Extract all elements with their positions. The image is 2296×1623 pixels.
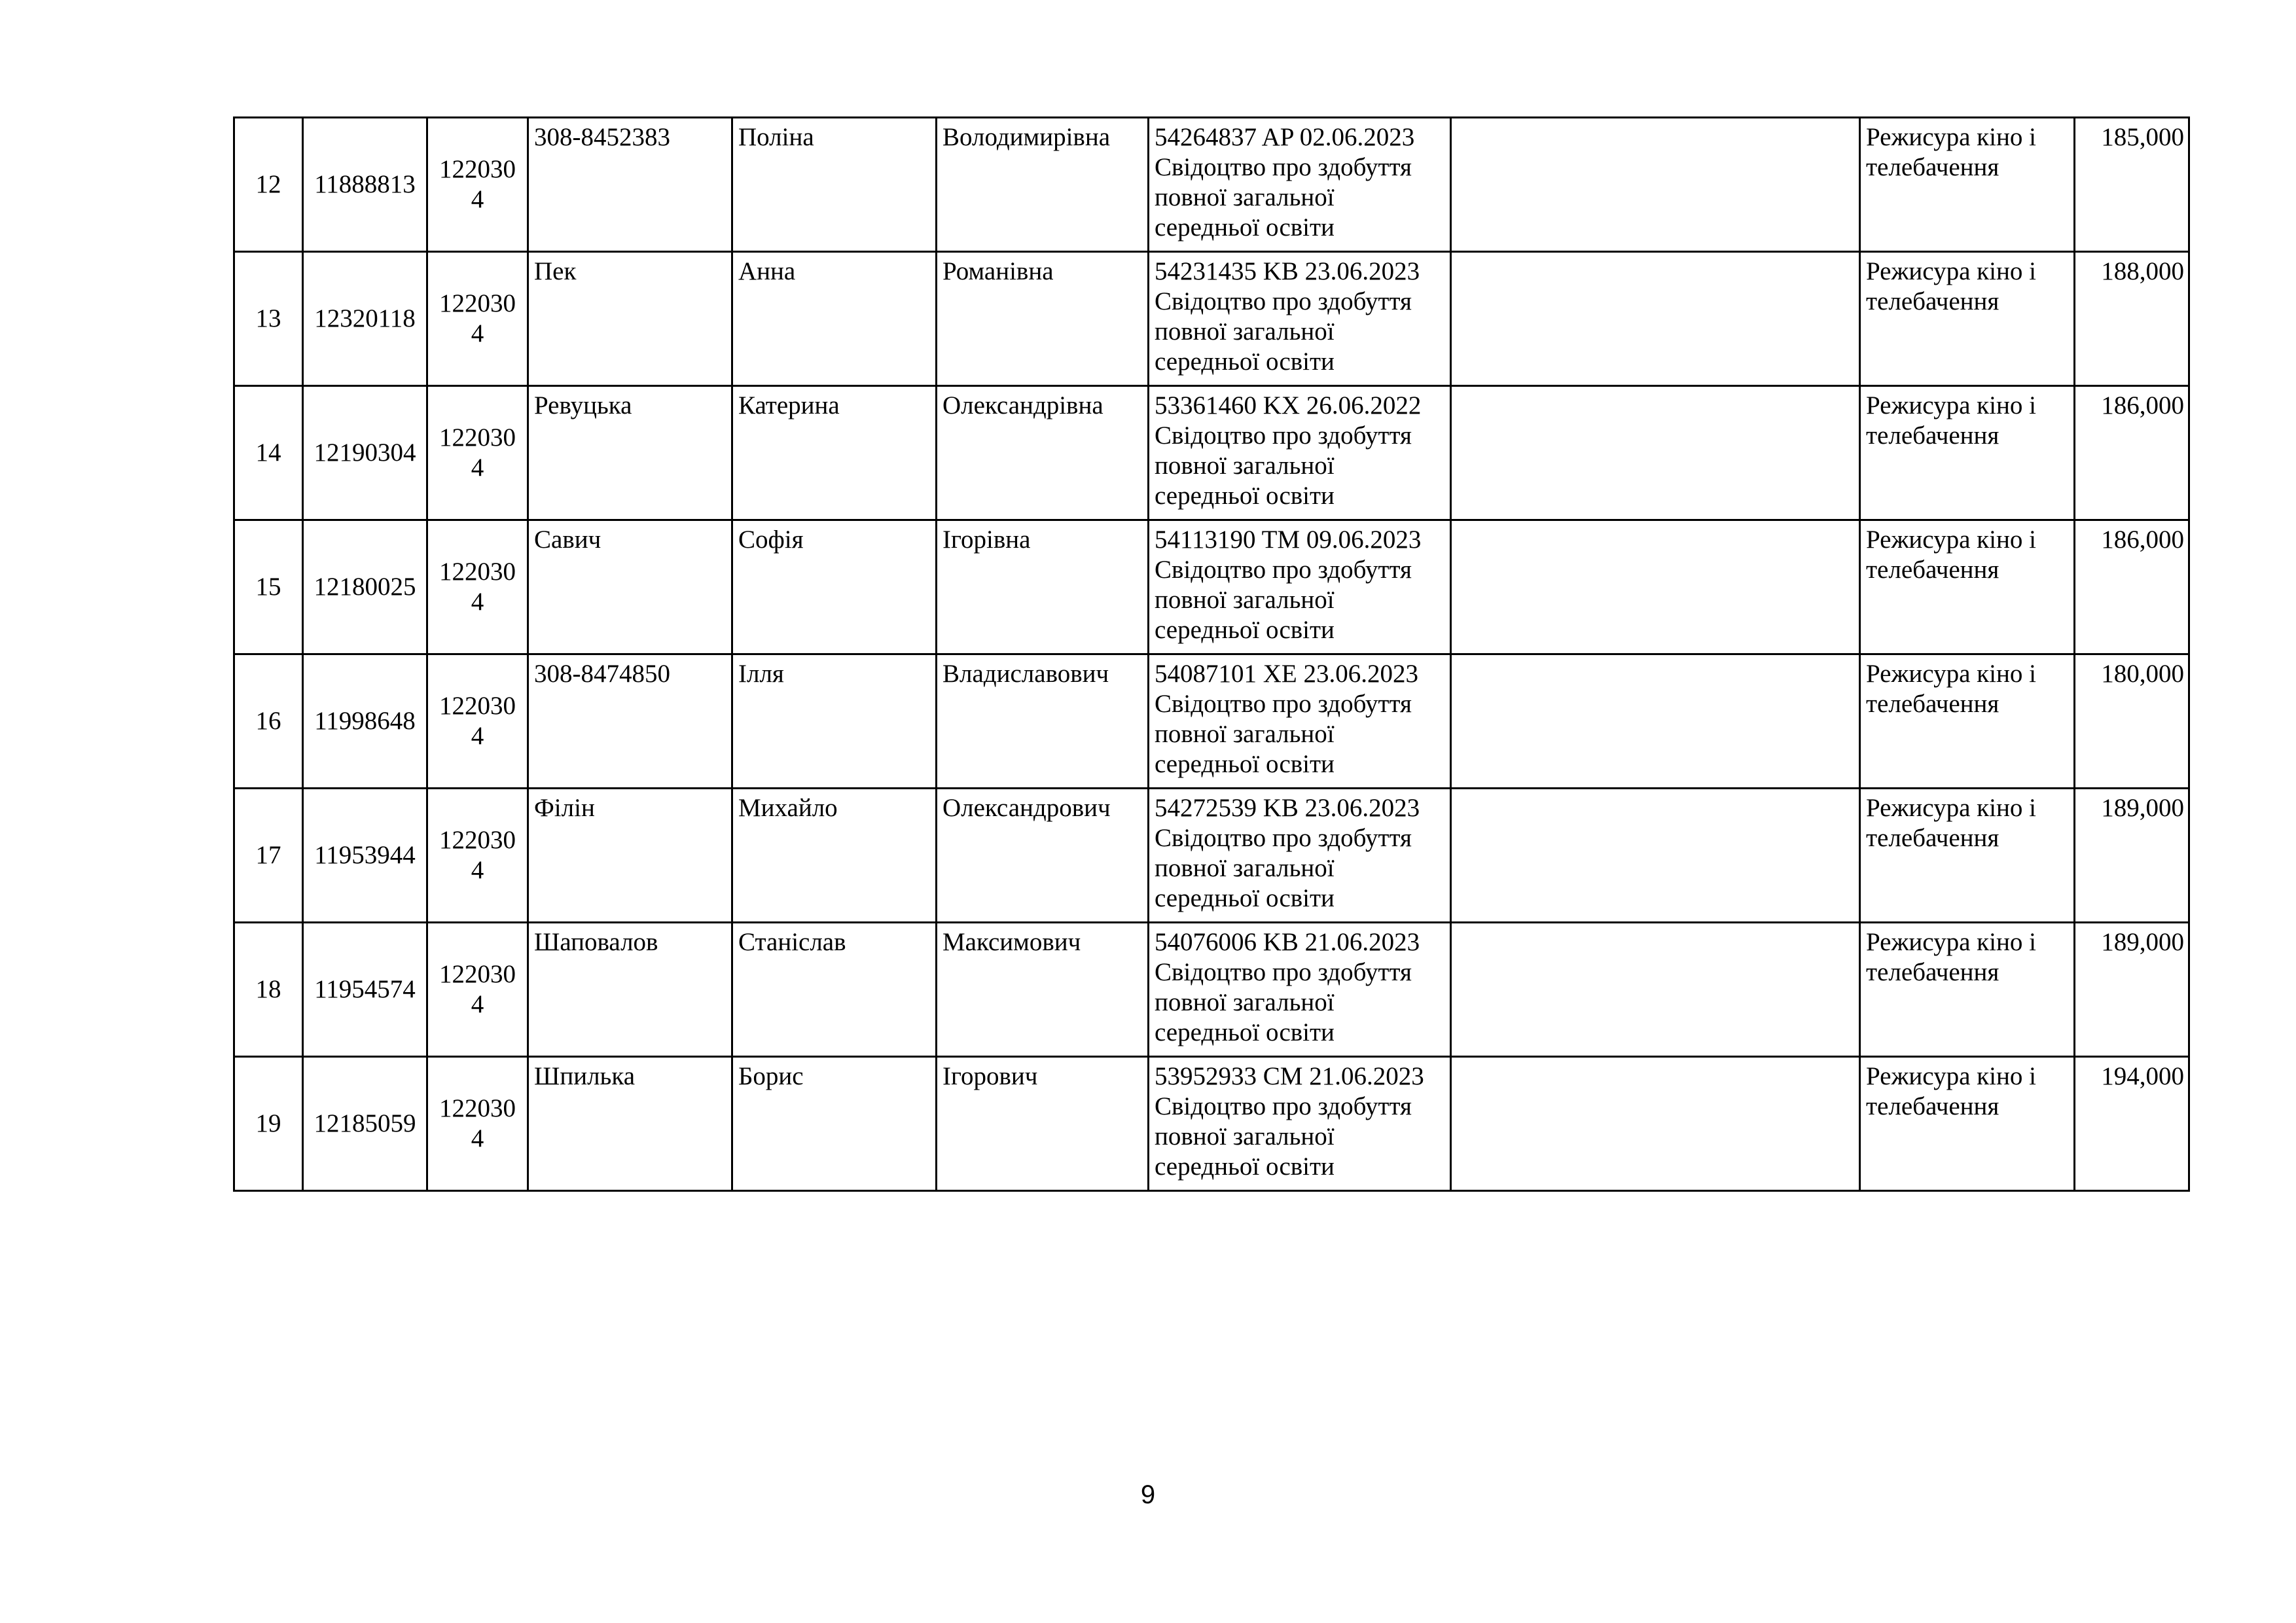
first-name-cell: Поліна: [732, 118, 937, 252]
patronymic-cell: Ігорович: [937, 1057, 1149, 1191]
table-row: [234, 386, 2189, 520]
note-cell: [1451, 118, 1860, 252]
row-number-cell: 14: [234, 386, 303, 520]
row-number-cell: 13: [234, 252, 303, 386]
patronymic-cell: Володимирівна: [937, 118, 1149, 252]
first-name-cell: Ілля: [732, 654, 937, 789]
applicant-id-cell: 12320118: [303, 252, 427, 386]
specialty-code-part: 4: [471, 856, 484, 884]
score-cell: 180,000: [2075, 654, 2189, 789]
document-cell: 54076006 KB 21.06.2023 Свідоцтво про здобуття повної загальної середньої освіти: [1149, 923, 1451, 1057]
surname-cell: Савич: [528, 520, 732, 654]
note-cell: [1451, 654, 1860, 789]
score-cell: 186,000: [2075, 520, 2189, 654]
row-number-cell: 12: [234, 118, 303, 252]
patronymic-cell: Олександрівна: [937, 386, 1149, 520]
table-body: [234, 118, 2189, 1191]
program-cell: Режисура кіно і телебачення: [1860, 118, 2075, 252]
specialty-code-cell: [427, 1057, 528, 1191]
specialty-code-cell: [427, 386, 528, 520]
applicants-table: [233, 116, 2190, 1192]
specialty-code-part: 122030: [439, 692, 516, 720]
document-cell: 54087101 XE 23.06.2023 Свідоцтво про здобуття повної загальної середньої освіти: [1149, 654, 1451, 789]
surname-cell: 308-8452383: [528, 118, 732, 252]
document-cell: 54272539 KB 23.06.2023 Свідоцтво про здобуття повної загальної середньої освіти: [1149, 789, 1451, 923]
specialty-code-cell: [427, 118, 528, 252]
document-cell: 54231435 KB 23.06.2023 Свідоцтво про здобуття повної загальної середньої освіти: [1149, 252, 1451, 386]
table-row: [234, 654, 2189, 789]
applicant-id-cell: 12185059: [303, 1057, 427, 1191]
document-cell: 53952933 CM 21.06.2023 Свідоцтво про здобуття повної загальної середньої освіти: [1149, 1057, 1451, 1191]
applicant-id-cell: 11953944: [303, 789, 427, 923]
score-cell: 186,000: [2075, 386, 2189, 520]
note-cell: [1451, 252, 1860, 386]
table-row: [234, 923, 2189, 1057]
patronymic-cell: Олександрович: [937, 789, 1149, 923]
specialty-code-part: 4: [471, 185, 484, 213]
first-name-cell: Станіслав: [732, 923, 937, 1057]
table-row: [234, 118, 2189, 252]
specialty-code-part: 4: [471, 1124, 484, 1152]
first-name-cell: Софія: [732, 520, 937, 654]
specialty-code-part: 122030: [439, 558, 516, 586]
patronymic-cell: Романівна: [937, 252, 1149, 386]
applicant-id-cell: 12180025: [303, 520, 427, 654]
surname-cell: Філін: [528, 789, 732, 923]
specialty-code-part: 4: [471, 319, 484, 348]
applicant-id-cell: 11888813: [303, 118, 427, 252]
row-number-cell: 19: [234, 1057, 303, 1191]
document-cell: 53361460 KX 26.06.2022 Свідоцтво про здобуття повної загальної середньої освіти: [1149, 386, 1451, 520]
row-number-cell: 18: [234, 923, 303, 1057]
specialty-code-part: 4: [471, 588, 484, 616]
note-cell: [1451, 386, 1860, 520]
specialty-code-part: 4: [471, 990, 484, 1018]
score-cell: 194,000: [2075, 1057, 2189, 1191]
surname-cell: Шаповалов: [528, 923, 732, 1057]
document-cell: 54264837 AP 02.06.2023 Свідоцтво про здобуття повної загальної середньої освіти: [1149, 118, 1451, 252]
note-cell: [1451, 923, 1860, 1057]
specialty-code-part: 4: [471, 722, 484, 750]
surname-cell: Ревуцька: [528, 386, 732, 520]
program-cell: Режисура кіно і телебачення: [1860, 923, 2075, 1057]
surname-cell: Пек: [528, 252, 732, 386]
surname-cell: 308-8474850: [528, 654, 732, 789]
row-number-cell: 15: [234, 520, 303, 654]
table-row: [234, 252, 2189, 386]
specialty-code-cell: [427, 923, 528, 1057]
score-cell: 189,000: [2075, 789, 2189, 923]
specialty-code-part: 122030: [439, 1094, 516, 1122]
first-name-cell: Михайло: [732, 789, 937, 923]
note-cell: [1451, 520, 1860, 654]
document-cell: 54113190 TM 09.06.2023 Свідоцтво про здобуття повної загальної середньої освіти: [1149, 520, 1451, 654]
applicant-id-cell: 11998648: [303, 654, 427, 789]
program-cell: Режисура кіно і телебачення: [1860, 252, 2075, 386]
row-number-cell: 17: [234, 789, 303, 923]
specialty-code-part: 4: [471, 454, 484, 482]
specialty-code-cell: [427, 252, 528, 386]
first-name-cell: Борис: [732, 1057, 937, 1191]
specialty-code-part: 122030: [439, 826, 516, 854]
patronymic-cell: Владиславович: [937, 654, 1149, 789]
surname-cell: Шпилька: [528, 1057, 732, 1191]
score-cell: 185,000: [2075, 118, 2189, 252]
table-row: [234, 1057, 2189, 1191]
specialty-code-part: 122030: [439, 289, 516, 317]
specialty-code-cell: [427, 520, 528, 654]
specialty-code-part: 122030: [439, 155, 516, 183]
program-cell: Режисура кіно і телебачення: [1860, 386, 2075, 520]
note-cell: [1451, 1057, 1860, 1191]
first-name-cell: Катерина: [732, 386, 937, 520]
table-row: [234, 520, 2189, 654]
patronymic-cell: Ігорівна: [937, 520, 1149, 654]
patronymic-cell: Максимович: [937, 923, 1149, 1057]
applicant-id-cell: 11954574: [303, 923, 427, 1057]
program-cell: Режисура кіно і телебачення: [1860, 789, 2075, 923]
specialty-code-part: 122030: [439, 423, 516, 452]
row-number-cell: 16: [234, 654, 303, 789]
specialty-code-cell: [427, 654, 528, 789]
page-number: 9: [1140, 1480, 1156, 1509]
first-name-cell: Анна: [732, 252, 937, 386]
program-cell: Режисура кіно і телебачення: [1860, 654, 2075, 789]
note-cell: [1451, 789, 1860, 923]
program-cell: Режисура кіно і телебачення: [1860, 520, 2075, 654]
program-cell: Режисура кіно і телебачення: [1860, 1057, 2075, 1191]
score-cell: 188,000: [2075, 252, 2189, 386]
specialty-code-cell: [427, 789, 528, 923]
applicant-id-cell: 12190304: [303, 386, 427, 520]
table-row: [234, 789, 2189, 923]
specialty-code-part: 122030: [439, 960, 516, 988]
score-cell: 189,000: [2075, 923, 2189, 1057]
